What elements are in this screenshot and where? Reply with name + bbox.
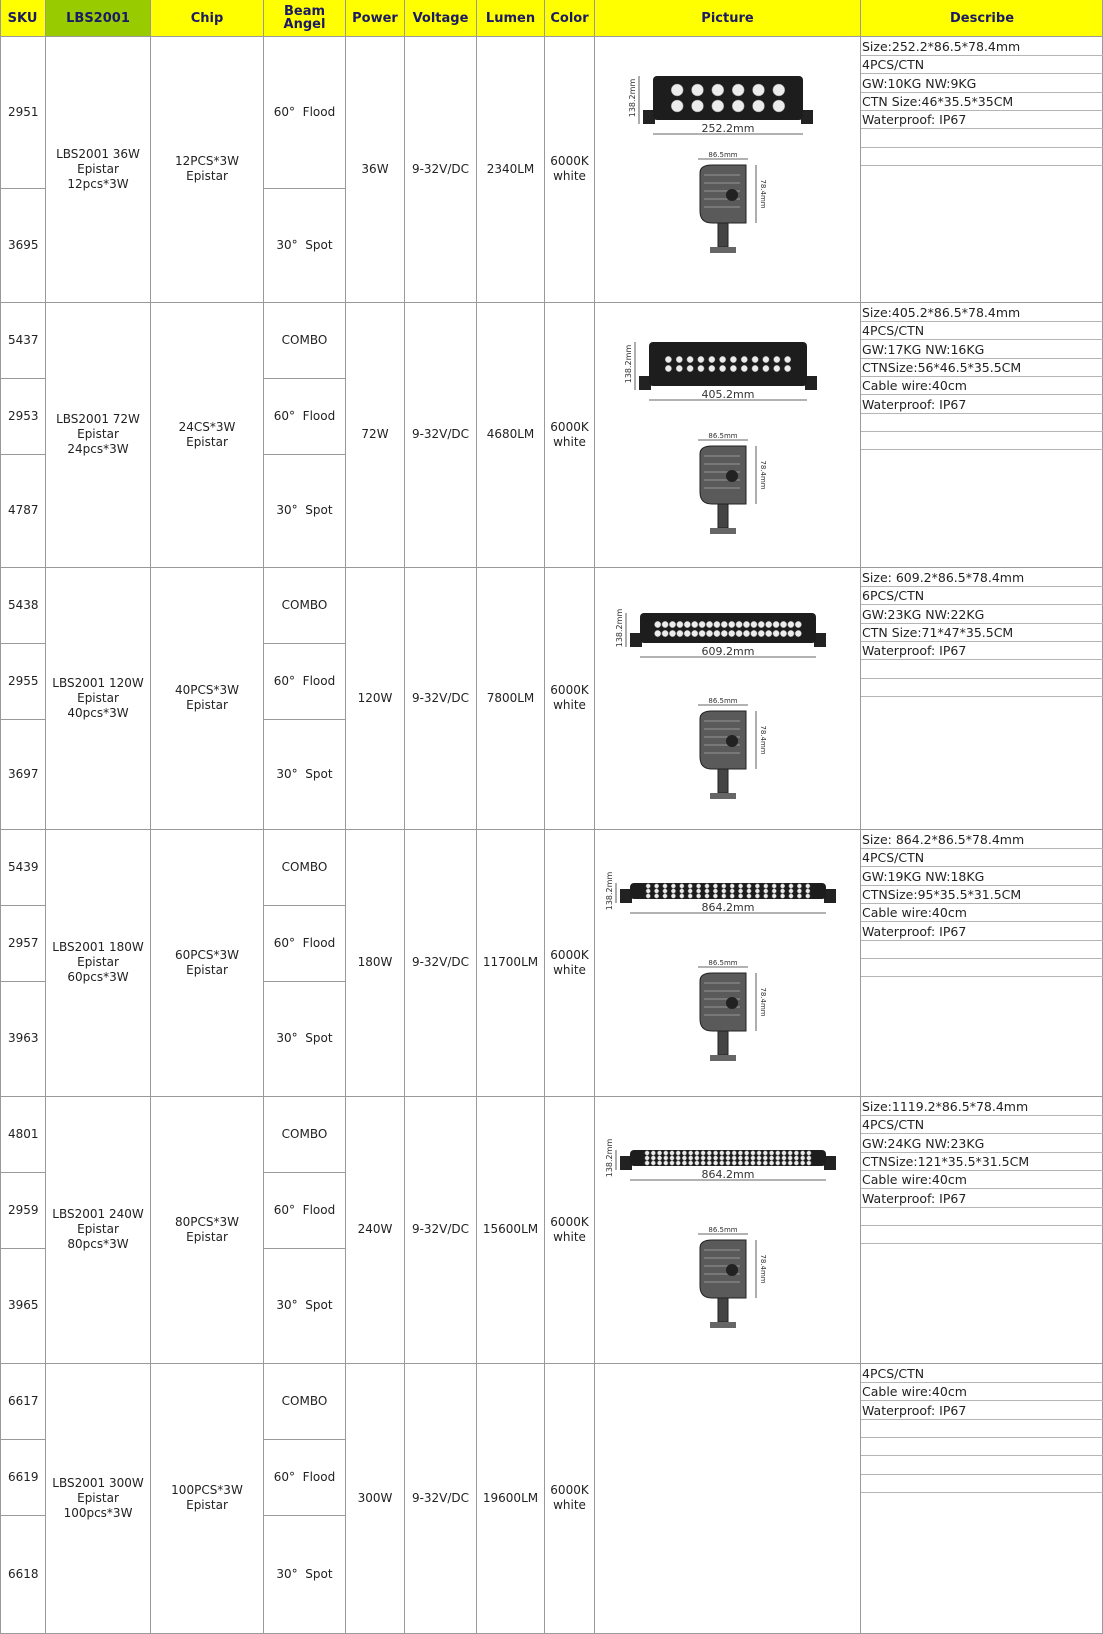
header-beam-angle: Beam Angel	[264, 0, 345, 36]
grid-col-line	[860, 0, 861, 1633]
sku-cell: 4801	[8, 1126, 39, 1141]
sku-cell: 2951	[8, 104, 39, 119]
describe-divider	[861, 1492, 1103, 1493]
color-cell: 6000K white	[550, 154, 589, 183]
voltage-cell: 9-32V/DC	[411, 161, 470, 176]
lumen-cell: 4680LM	[486, 427, 535, 441]
describe-line: Waterproof: IP67	[862, 923, 967, 939]
describe-divider	[861, 940, 1103, 941]
svg-text:864.2mm: 864.2mm	[701, 1168, 755, 1181]
describe-line: 4PCS/CTN	[862, 1366, 925, 1381]
lumen-cell: 2340LM	[486, 161, 535, 176]
beam-angle-cell: 60° Flood	[273, 1469, 336, 1484]
beam-angle-cell: 30° Spot	[276, 237, 333, 252]
voltage-cell: 9-32V/DC	[411, 690, 470, 705]
product-picture	[600, 587, 856, 819]
describe-line: Cable wire:40cm	[862, 1384, 967, 1400]
describe-line: Size:252.2*86.5*78.4mm	[862, 39, 1021, 54]
color-cell: 6000K white	[550, 947, 589, 977]
describe-line: GW:19KG NW:18KG	[862, 868, 985, 884]
beam-angle-cell: 30° Spot	[276, 766, 333, 781]
describe-line: Cable wire:40cm	[862, 905, 967, 921]
describe-line: GW:23KG NW:22KG	[862, 606, 985, 622]
describe-line: 6PCS/CTN	[862, 588, 925, 604]
beam-angle-cell: 60° Flood	[273, 935, 336, 950]
beam-angle-cell: 60° Flood	[273, 1202, 336, 1217]
describe-divider	[861, 678, 1103, 679]
describe-line: CTN Size:71*47*35.5CM	[862, 624, 1014, 640]
light-bar-drawing	[600, 322, 856, 557]
describe-line: Cable wire:40cm	[862, 378, 967, 394]
grid-col-line	[594, 0, 595, 1633]
model-cell: LBS2001 36W Epistar 12pcs*3W	[56, 146, 140, 191]
color-cell: 6000K white	[550, 419, 589, 449]
svg-text:78.4mm: 78.4mm	[759, 179, 767, 209]
header-lumen: Lumen	[477, 0, 544, 36]
light-bar-drawing	[600, 56, 856, 292]
voltage-cell: 9-32V/DC	[411, 427, 470, 441]
sku-cell: 3695	[8, 237, 39, 252]
model-cell: LBS2001 300W Epistar 100pcs*3W	[52, 1475, 144, 1520]
color-cell: 6000K white	[550, 1214, 589, 1244]
light-bar-drawing	[600, 1116, 856, 1353]
sku-cell: 2955	[8, 673, 39, 688]
beam-angle-cell: 30° Spot	[276, 1298, 333, 1312]
describe-line: 4PCS/CTN	[862, 57, 925, 73]
describe-divider	[861, 1225, 1103, 1226]
describe-line: CTNSize:56*46.5*35.5CM	[862, 359, 1022, 375]
describe-line: Waterproof: IP67	[862, 396, 967, 412]
sku-cell: 3965	[8, 1298, 39, 1312]
beam-angle-cell: 60° Flood	[273, 104, 336, 119]
light-bar-drawing	[600, 849, 856, 1086]
header-chip: Chip	[151, 0, 263, 36]
describe-divider	[861, 147, 1103, 148]
sku-cell: 2957	[8, 935, 39, 950]
model-cell: LBS2001 240W Epistar 80pcs*3W	[52, 1207, 144, 1251]
describe-line: Waterproof: IP67	[862, 1190, 967, 1206]
beam-angle-cell: 30° Spot	[276, 1031, 333, 1045]
power-cell: 36W	[361, 161, 389, 176]
describe-divider	[861, 128, 1103, 129]
header-voltage: Voltage	[405, 0, 476, 36]
beam-angle-cell: COMBO	[281, 859, 328, 874]
beam-angle-cell: COMBO	[281, 332, 328, 347]
voltage-cell: 9-32V/DC	[411, 1222, 470, 1236]
sku-cell: 6618	[8, 1566, 39, 1581]
svg-text:405.2mm: 405.2mm	[701, 388, 755, 401]
chip-cell: 24CS*3W Epistar	[178, 419, 236, 449]
describe-line: 4PCS/CTN	[862, 323, 925, 339]
describe-line: GW:17KG NW:16KG	[862, 341, 985, 357]
describe-divider	[861, 958, 1103, 959]
power-cell: 240W	[357, 1222, 393, 1236]
header-picture: Picture	[595, 0, 860, 36]
describe-line: Waterproof: IP67	[862, 112, 967, 128]
describe-line: CTNSize:95*35.5*31.5CM	[862, 886, 1022, 902]
power-cell: 72W	[361, 427, 389, 441]
svg-text:138.2mm: 138.2mm	[605, 1138, 614, 1178]
svg-text:86.5mm: 86.5mm	[708, 1226, 738, 1234]
sku-cell: 6619	[8, 1469, 39, 1484]
describe-divider	[861, 1455, 1103, 1456]
describe-divider	[861, 696, 1103, 697]
svg-text:252.2mm: 252.2mm	[701, 122, 755, 135]
model-cell: LBS2001 72W Epistar 24pcs*3W	[56, 412, 140, 456]
describe-line: 4PCS/CTN	[862, 850, 925, 866]
sku-cell: 4787	[8, 503, 39, 517]
describe-line: 4PCS/CTN	[862, 1117, 925, 1133]
model-cell: LBS2001 120W Epistar 40pcs*3W	[52, 675, 144, 720]
describe-divider	[861, 1474, 1103, 1475]
describe-line: Size: 609.2*86.5*78.4mm	[862, 570, 1025, 585]
svg-text:78.4mm: 78.4mm	[759, 1254, 767, 1284]
beam-angle-cell: COMBO	[281, 1126, 328, 1141]
describe-divider	[861, 165, 1103, 166]
color-cell: 6000K white	[550, 683, 589, 712]
describe-line: Size: 864.2*86.5*78.4mm	[862, 832, 1025, 847]
sku-cell: 5437	[8, 332, 39, 347]
sku-cell: 2959	[8, 1202, 39, 1217]
header-sku: SKU	[0, 0, 45, 36]
sku-cell: 2953	[8, 408, 39, 423]
describe-line: GW:24KG NW:23KG	[862, 1135, 985, 1151]
svg-text:86.5mm: 86.5mm	[708, 697, 738, 705]
lumen-cell: 7800LM	[486, 690, 535, 705]
product-picture	[600, 322, 856, 557]
describe-line: Cable wire:40cm	[862, 1172, 967, 1188]
describe-divider	[861, 431, 1103, 432]
sku-cell: 5438	[8, 597, 39, 612]
color-cell: 6000K white	[550, 1483, 589, 1512]
header-describe: Describe	[861, 0, 1103, 36]
beam-angle-cell: 60° Flood	[273, 408, 336, 423]
describe-line: GW:10KG NW:9KG	[862, 75, 977, 91]
svg-text:86.5mm: 86.5mm	[708, 432, 738, 440]
chip-cell: 100PCS*3W Epistar	[171, 1483, 243, 1512]
svg-text:78.4mm: 78.4mm	[759, 725, 767, 755]
light-bar-drawing	[600, 587, 856, 819]
chip-cell: 60PCS*3W Epistar	[174, 947, 239, 977]
beam-angle-cell: COMBO	[281, 597, 328, 612]
voltage-cell: 9-32V/DC	[411, 955, 470, 969]
product-picture	[600, 56, 856, 292]
sku-cell: 6617	[8, 1393, 39, 1408]
describe-divider	[861, 449, 1103, 450]
describe-divider	[861, 1437, 1103, 1438]
header-power: Power	[346, 0, 404, 36]
svg-text:138.2mm: 138.2mm	[615, 608, 624, 648]
product-picture	[600, 1116, 856, 1353]
power-cell: 120W	[357, 690, 393, 705]
beam-angle-cell: 30° Spot	[276, 503, 333, 517]
describe-line: Size:405.2*86.5*78.4mm	[862, 305, 1021, 320]
svg-text:138.2mm: 138.2mm	[605, 871, 614, 911]
power-cell: 300W	[357, 1490, 393, 1505]
describe-line: Size:1119.2*86.5*78.4mm	[862, 1099, 1029, 1114]
svg-text:138.2mm: 138.2mm	[628, 78, 637, 118]
chip-cell: 12PCS*3W Epistar	[174, 154, 239, 183]
beam-angle-cell: COMBO	[281, 1393, 328, 1408]
svg-text:609.2mm: 609.2mm	[701, 645, 755, 658]
lumen-cell: 15600LM	[482, 1222, 539, 1236]
model-cell: LBS2001 180W Epistar 60pcs*3W	[52, 940, 144, 984]
svg-text:86.5mm: 86.5mm	[708, 151, 738, 159]
voltage-cell: 9-32V/DC	[411, 1490, 470, 1505]
describe-line: Waterproof: IP67	[862, 1402, 967, 1418]
chip-cell: 80PCS*3W Epistar	[174, 1214, 239, 1244]
sku-cell: 3963	[8, 1031, 39, 1045]
describe-divider	[861, 1243, 1103, 1244]
lumen-cell: 19600LM	[482, 1490, 539, 1505]
describe-divider	[861, 659, 1103, 660]
beam-angle-cell: 30° Spot	[276, 1566, 333, 1581]
power-cell: 180W	[357, 955, 393, 969]
sku-cell: 5439	[8, 859, 39, 874]
svg-text:78.4mm: 78.4mm	[759, 460, 767, 490]
beam-angle-cell: 60° Flood	[273, 673, 336, 688]
svg-text:864.2mm: 864.2mm	[701, 901, 755, 914]
describe-line: CTN Size:46*35.5*35CM	[862, 93, 1014, 109]
sku-cell: 3697	[8, 766, 39, 781]
describe-line: CTNSize:121*35.5*31.5CM	[862, 1153, 1030, 1169]
header-color: Color	[545, 0, 594, 36]
lumen-cell: 11700LM	[482, 955, 539, 969]
svg-text:138.2mm: 138.2mm	[624, 344, 633, 384]
describe-divider	[861, 1419, 1103, 1420]
svg-text:86.5mm: 86.5mm	[708, 959, 738, 967]
describe-divider	[861, 1207, 1103, 1208]
header-model: LBS2001	[46, 0, 150, 36]
chip-cell: 40PCS*3W Epistar	[174, 683, 239, 712]
product-picture	[600, 849, 856, 1086]
describe-divider	[861, 413, 1103, 414]
describe-divider	[861, 976, 1103, 977]
describe-line: Waterproof: IP67	[862, 643, 967, 659]
svg-text:78.4mm: 78.4mm	[759, 987, 767, 1017]
